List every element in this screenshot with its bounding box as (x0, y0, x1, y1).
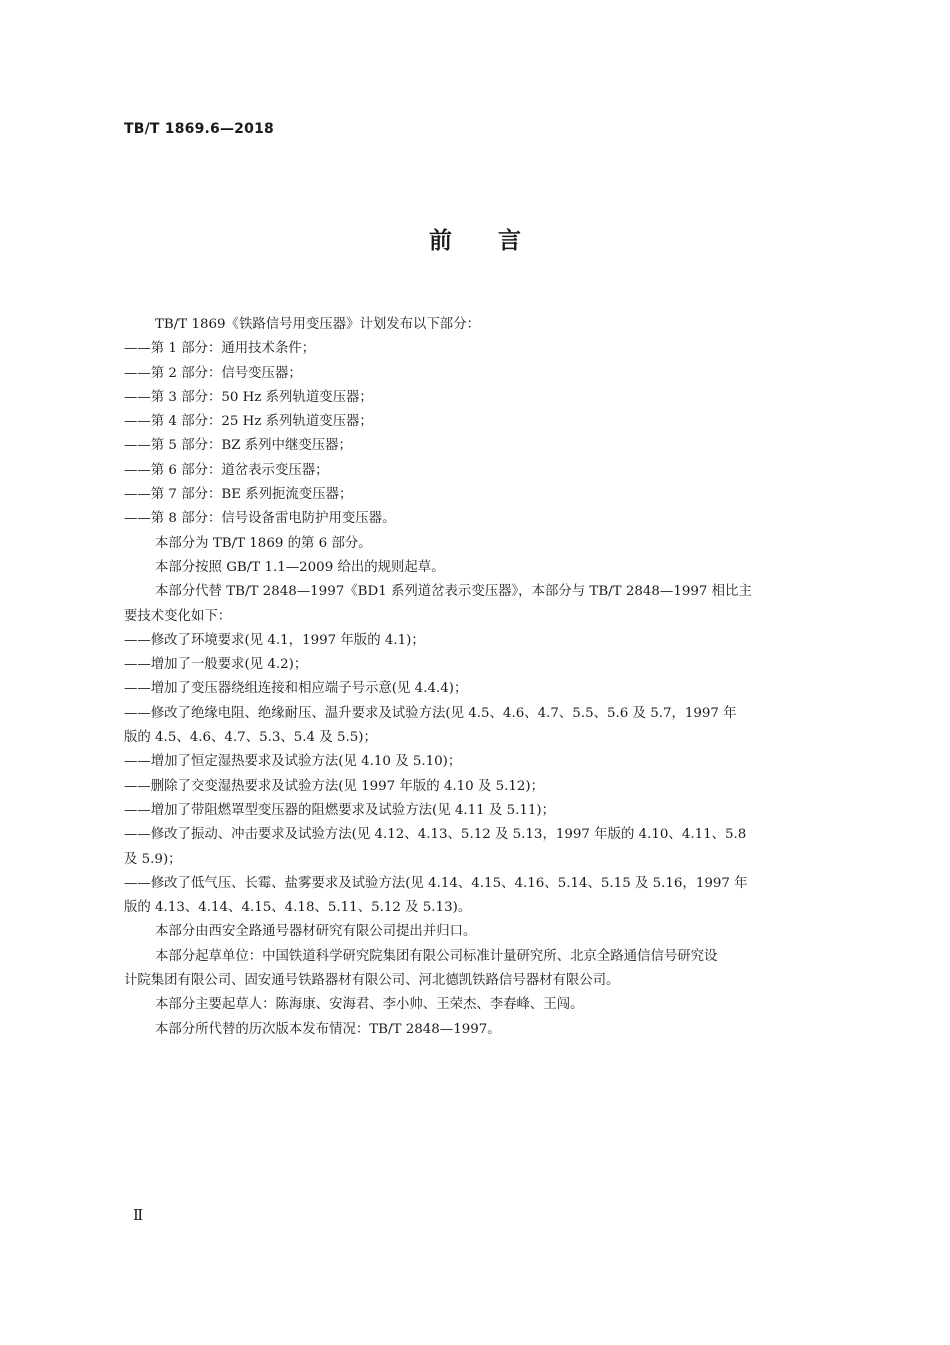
replace-paragraph-line2: 要技术变化如下： (124, 608, 232, 624)
change-item: ——增加了恒定湿热要求及试验方法(见 4.10 及 5.10)； (124, 754, 462, 770)
section-title: 前言 (429, 228, 567, 254)
part-item: ——第 3 部分：50 Hz 系列轨道变压器； (124, 389, 373, 405)
part-item: ——第 2 部分：信号变压器； (124, 365, 302, 381)
part-item: ——第 8 部分：信号设备雷电防护用变压器。 (124, 511, 396, 527)
change-item: ——删除了交变湿热要求及试验方法(见 1997 年版的 4.10 及 5.12)； (124, 778, 545, 794)
drafters-paragraph: 本部分主要起草人：陈海康、安海君、李小帅、王荣杰、李春峰、王闯。 (155, 997, 584, 1013)
part-item: ——第 1 部分：通用技术条件； (124, 341, 316, 357)
part-item: ——第 5 部分：BZ 系列中继变压器； (124, 438, 352, 454)
change-item: ——修改了绝缘电阻、绝缘耐压、温升要求及试验方法(见 4.5、4.6、4.7、5.5、5.6 及 5.7，1997 年 (124, 705, 737, 721)
drafting-units-line1: 本部分起草单位：中国铁道科学研究院集团有限公司标准计量研究所、北京全路通信信号研究设 (155, 948, 718, 964)
history-paragraph: 本部分所代替的历次版本发布情况：TB/T 2848—1997。 (155, 1021, 501, 1037)
document-code: TB/T 1869.6—2018 (124, 121, 274, 137)
drafting-units-line2: 计院集团有限公司、固安通号铁路器材有限公司、河北德凯铁路信号器材有限公司。 (124, 973, 620, 989)
change-item: ——增加了一般要求(见 4.2)； (124, 657, 308, 673)
statement-paragraph: 本部分按照 GB/T 1.1—2009 给出的规则起草。 (155, 559, 445, 575)
change-item-continuation: 版的 4.5、4.6、4.7、5.3、5.4 及 5.5)； (124, 730, 377, 746)
intro-paragraph: TB/T 1869《铁路信号用变压器》计划发布以下部分： (155, 317, 480, 332)
foreword-body (124, 313, 829, 1042)
change-item: ——修改了低气压、长霉、盐雾要求及试验方法(见 4.14、4.15、4.16、5.14、5.15 及 5.16，1997 年 (124, 875, 748, 891)
change-item-continuation: 及 5.9)； (124, 851, 182, 867)
proposer-paragraph: 本部分由西安全路通号器材研究有限公司提出并归口。 (155, 924, 477, 940)
change-item: ——修改了环境要求(见 4.1，1997 年版的 4.1)； (124, 632, 425, 648)
change-item: ——修改了振动、冲击要求及试验方法(见 4.12、4.13、5.12 及 5.13，1997 年版的 4.10、4.11、5.8 (124, 827, 747, 843)
change-item: ——增加了变压器绕组连接和相应端子号示意(见 4.4.4)； (124, 681, 468, 697)
change-item-continuation: 版的 4.13、4.14、4.15、4.18、5.11、5.12 及 5.13)。 (124, 900, 472, 916)
statement-paragraph: 本部分为 TB/T 1869 的第 6 部分。 (155, 535, 372, 551)
part-item: ——第 6 部分：道岔表示变压器； (124, 462, 329, 478)
replace-paragraph-line1: 本部分代替 TB/T 2848—1997《BD1 系列道岔表示变压器》，本部分与 TB/T 2848—1997 相比主 (155, 584, 752, 600)
change-item: ——增加了带阻燃罩型变压器的阻燃要求及试验方法(见 4.11 及 5.11)； (124, 802, 556, 818)
part-item: ——第 7 部分：BE 系列扼流变压器； (124, 487, 353, 503)
page-number: Ⅱ (133, 1206, 144, 1224)
part-item: ——第 4 部分：25 Hz 系列轨道变压器； (124, 414, 373, 430)
